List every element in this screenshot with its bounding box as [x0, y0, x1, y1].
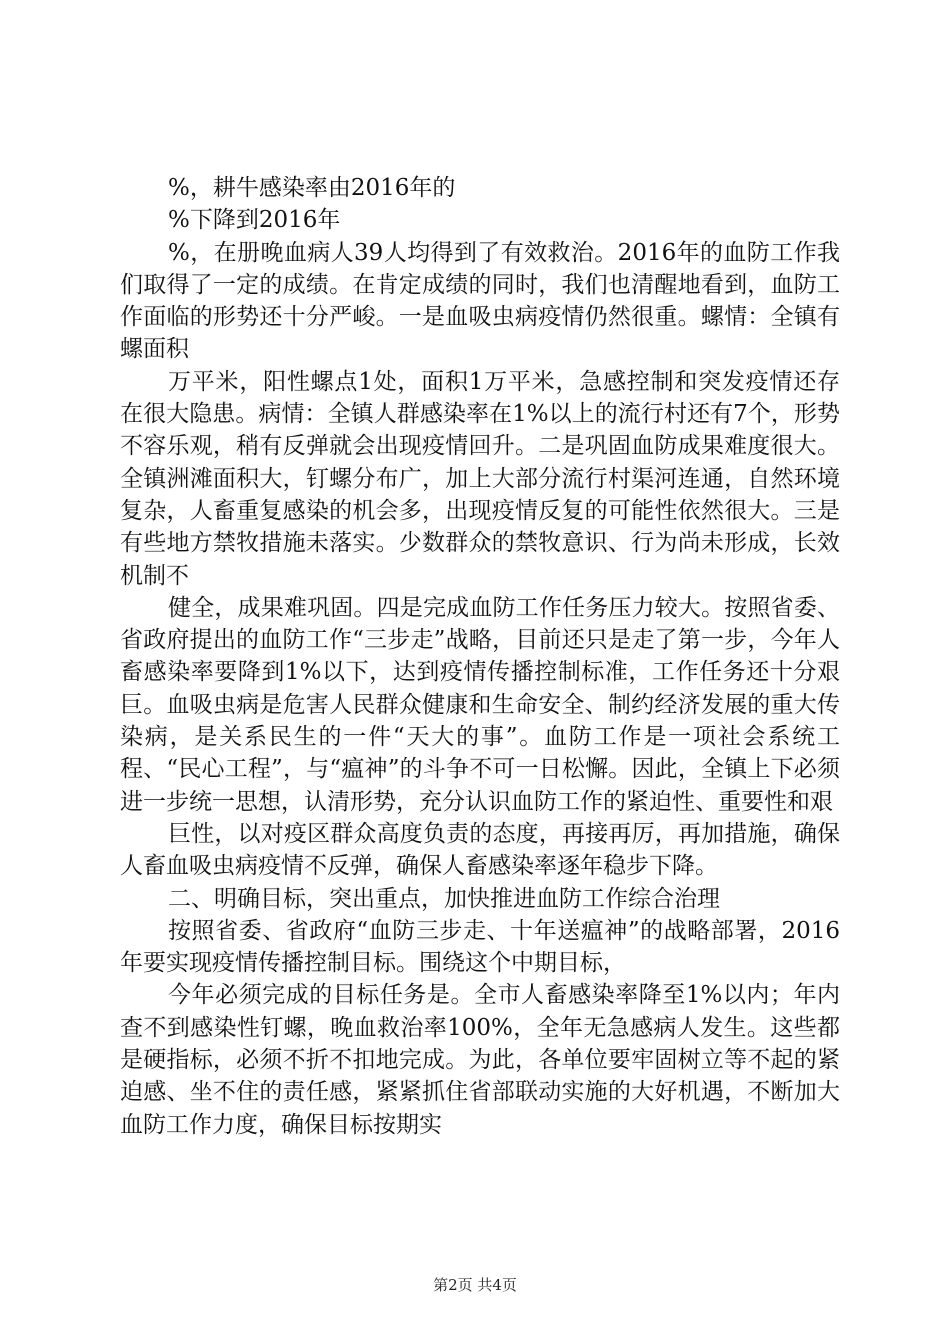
paragraph: 巨性，以对疫区群众高度负责的态度，再接再厉，再加措施，确保人畜血吸虫病疫情不反弹，确保人畜感染率逐年稳步下降。: [120, 820, 840, 880]
paragraph: 万平米，阳性螺点1处，面积1万平米，急感控制和突发疫情还存在很大隐患。病情：全镇人群感染率在1%以上的流行村还有7个，形势不容乐观，稍有反弹就会出现疫情回升。二是巩固血防成果难度很大。全镇洲滩面积大，钉螺分布广，加上大部分流行村渠河连通，自然环境复杂，人畜重复感染的机会多，出现疫情反复的可能性依然很大。三是有些地方禁牧措施未落实。少数群众的禁牧意识、行为尚未形成，长效机制不: [120, 368, 840, 589]
paragraph: %下降到2016年: [168, 207, 341, 234]
section-heading: 二、明确目标，突出重点，加快推进血防工作综合治理: [168, 885, 720, 912]
paragraph: 按照省委、省政府“血防三步走、十年送瘟神”的战略部署，2016年要实现疫情传播控制目标。围绕这个中期目标，: [120, 917, 840, 977]
page-footer: 第2页 共4页: [433, 1276, 517, 1294]
paragraph: %，耕牛感染率由2016年的: [168, 175, 456, 201]
paragraph: %，在册晚血病人39人均得到了有效救治。2016年的血防工作我们取得了一定的成绩。在肯定成绩的同时，我们也清醒地看到，血防工作面临的形势还十分严峻。一是血吸虫病疫情仍然很重。螺情：全镇有螺面积: [120, 239, 840, 363]
paragraph: 今年必须完成的目标任务是。全市人畜感染率降至1%以内；年内查不到感染性钉螺，晚血救治率100%，全年无急感病人发生。这些都是硬指标，必须不折不扣地完成。为此，各单位要牢固树立等不起的紧迫感、坐不住的责任感，紧紧抓住省部联动实施的大好机遇，不断加大血防工作力度，确保目标按期实: [120, 982, 840, 1138]
document-body: [120, 172, 840, 1141]
paragraph: 健全，成果难巩固。四是完成血防工作任务压力较大。按照省委、省政府提出的血防工作“三步走”战略，目前还只是走了第一步，今年人畜感染率要降到1%以下，达到疫情传播控制标准，工作任务还十分艰巨。血吸虫病是危害人民群众健康和生命安全、制约经济发展的重大传染病，是关系民生的一件“天大的事”。血防工作是一项社会系统工程、“民心工程”，与“瘟神”的斗争不可一日松懈。因此，全镇上下必须进一步统一思想，认清形势，充分认识血防工作的紧迫性、重要性和艰: [120, 594, 840, 815]
